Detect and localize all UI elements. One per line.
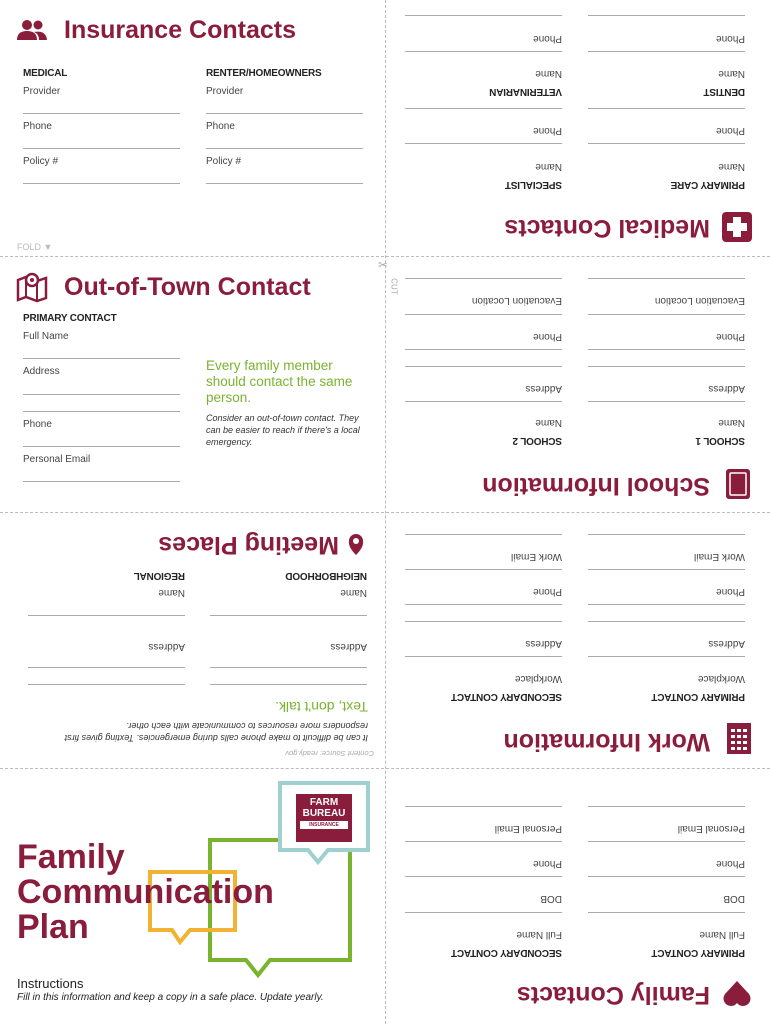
cover-panel	[0, 768, 385, 1024]
school2-phone-label: Phone	[533, 331, 562, 342]
primary-care-name-field[interactable]	[588, 143, 745, 144]
work2-workplace-label: Workplace	[514, 673, 562, 684]
family2-dob-field[interactable]	[405, 876, 562, 877]
family1-heading: PRIMARY CONTACT	[651, 947, 745, 958]
school-information-title: School Information	[482, 472, 710, 500]
work2-phone-field[interactable]	[405, 569, 562, 570]
work1-phone-label: Phone	[716, 586, 745, 597]
neighborhood-address-field[interactable]	[210, 684, 367, 685]
work1-workplace-field[interactable]	[588, 656, 745, 657]
address-field-2[interactable]	[23, 411, 180, 412]
work1-email-label: Work Email	[694, 551, 745, 562]
callout-note: Consider an out-of-town contact. They can be easier to reach if there's a local emergency.	[206, 413, 360, 447]
primary-care-phone-label: Phone	[716, 125, 745, 136]
veterinarian-name-field[interactable]	[405, 51, 562, 52]
neighborhood-name-label: Name	[340, 587, 367, 598]
school1-name-field[interactable]	[588, 401, 745, 402]
medical-contacts-panel	[385, 0, 770, 256]
renter-provider-field[interactable]	[206, 113, 363, 114]
farm-bureau-logo: FARM BUREAU INSURANCE	[296, 794, 352, 842]
family2-phone-label: Phone	[533, 858, 562, 869]
family2-fullname-label: Full Name	[516, 929, 562, 940]
primary-care-phone-field[interactable]	[588, 108, 745, 109]
family1-dob-field[interactable]	[588, 876, 745, 877]
work2-workplace-field[interactable]	[405, 656, 562, 657]
specialist-name-field[interactable]	[405, 143, 562, 144]
primary-care-name-label: Name	[718, 161, 745, 172]
veterinarian-phone-label: Phone	[533, 33, 562, 44]
location-pin-icon	[347, 532, 365, 556]
school1-address-field-2[interactable]	[588, 349, 745, 350]
work2-email-label: Work Email	[511, 551, 562, 562]
work1-phone-field[interactable]	[588, 569, 745, 570]
school2-evac-field[interactable]	[405, 278, 562, 279]
school2-address-field-2[interactable]	[405, 349, 562, 350]
school2-name-field[interactable]	[405, 401, 562, 402]
school1-phone-label: Phone	[716, 331, 745, 342]
callout-text: Every family member should contact the same person.	[206, 358, 353, 405]
school1-address-field[interactable]	[588, 366, 745, 367]
meeting-places-panel	[0, 512, 385, 768]
renter-phone-field[interactable]	[206, 148, 363, 149]
renter-policy-field[interactable]	[206, 183, 363, 184]
family2-dob-label: DOB	[540, 893, 562, 904]
dentist-name-label: Name	[718, 68, 745, 79]
specialist-name-label: Name	[535, 161, 562, 172]
renter-phone-label: Phone	[206, 121, 235, 132]
medical-policy-label: Policy #	[23, 156, 59, 167]
insurance-title: Insurance Contacts	[64, 16, 297, 44]
primary-contact-heading: PRIMARY CONTACT	[23, 313, 117, 324]
work2-address-label: Address	[525, 638, 562, 649]
out-of-town-title: Out-of-Town Contact	[64, 273, 311, 301]
neighborhood-name-field[interactable]	[210, 615, 367, 616]
family-contacts-panel	[385, 768, 770, 1024]
regional-heading: REGIONAL	[133, 570, 185, 581]
work2-phone-label: Phone	[533, 586, 562, 597]
school2-address-field[interactable]	[405, 366, 562, 367]
insurance-panel	[0, 0, 385, 256]
work2-address-field[interactable]	[405, 621, 562, 622]
family1-phone-label: Phone	[716, 858, 745, 869]
people-icon	[16, 18, 48, 42]
phone-label: Phone	[23, 419, 52, 430]
medical-heading: MEDICAL	[23, 68, 68, 79]
family-contacts-title: Family Contacts	[516, 981, 710, 1009]
email-field[interactable]	[23, 481, 180, 482]
work2-address-field-2[interactable]	[405, 604, 562, 605]
veterinarian-name-label: Name	[535, 68, 562, 79]
school2-phone-field[interactable]	[405, 314, 562, 315]
regional-name-field[interactable]	[28, 615, 185, 616]
school2-name-label: Name	[535, 417, 562, 428]
school2-evac-label: Evacuation Location	[471, 295, 562, 306]
neighborhood-heading: NEIGHBORHOOD	[285, 570, 367, 581]
school1-heading: SCHOOL 1	[695, 435, 745, 446]
work1-heading: PRIMARY CONTACT	[651, 691, 745, 702]
full-name-label: Full Name	[23, 331, 69, 342]
family1-email-field[interactable]	[588, 806, 745, 807]
work1-address-field-2[interactable]	[588, 604, 745, 605]
work-information-panel	[385, 512, 770, 768]
text-tip-body: It can be difficult to make phone calls during emergencies. Texting gives first responders more resources to communicate with each other.	[64, 721, 368, 743]
map-icon	[16, 272, 48, 302]
family2-email-field[interactable]	[405, 806, 562, 807]
family1-fullname-label: Full Name	[699, 929, 745, 940]
renter-heading: RENTER/HOMEOWNERS	[206, 68, 322, 79]
dentist-name-field[interactable]	[588, 51, 745, 52]
family2-fullname-field[interactable]	[405, 912, 562, 913]
school1-name-label: Name	[718, 417, 745, 428]
renter-provider-label: Provider	[206, 86, 244, 97]
specialist-phone-label: Phone	[533, 125, 562, 136]
work1-workplace-label: Workplace	[697, 673, 745, 684]
renter-policy-label: Policy #	[206, 156, 242, 167]
school-information-panel	[385, 256, 770, 512]
instructions-text: Fill in this information and keep a copy in a safe place. Update yearly.	[17, 992, 324, 1003]
building-icon	[726, 722, 752, 756]
address-label: Address	[23, 366, 60, 377]
medical-cross-icon	[722, 212, 752, 242]
family1-phone-field[interactable]	[588, 841, 745, 842]
family2-email-label: Personal Email	[494, 823, 562, 834]
work1-address-label: Address	[708, 638, 745, 649]
text-tip-heading: Text, don't talk.	[275, 699, 368, 715]
work2-heading: SECONDARY CONTACT	[451, 691, 562, 702]
specialist-heading: SPECIALIST	[505, 179, 562, 190]
school2-address-label: Address	[525, 383, 562, 394]
family1-email-label: Personal Email	[677, 823, 745, 834]
email-label: Personal Email	[23, 454, 91, 465]
heart-icon	[722, 980, 752, 1008]
school1-evac-field[interactable]	[588, 278, 745, 279]
specialist-phone-field[interactable]	[405, 108, 562, 109]
cut-label: CUT	[389, 278, 399, 295]
work2-email-field[interactable]	[405, 534, 562, 535]
work1-email-field[interactable]	[588, 534, 745, 535]
book-icon	[724, 468, 752, 500]
work1-address-field[interactable]	[588, 621, 745, 622]
primary-care-heading: PRIMARY CARE	[670, 179, 745, 190]
out-of-town-panel	[0, 256, 399, 512]
full-name-field[interactable]	[23, 358, 180, 359]
phone-field[interactable]	[23, 446, 180, 447]
medical-provider-field[interactable]	[23, 113, 180, 114]
medical-policy-field[interactable]	[23, 183, 180, 184]
work-information-title: Work Information	[503, 728, 710, 756]
regional-address-field-2[interactable]	[28, 667, 185, 668]
scissors-icon: ✂	[378, 258, 389, 272]
veterinarian-heading: VETERINARIAN	[489, 86, 562, 97]
neighborhood-address-label: Address	[330, 641, 367, 652]
dentist-phone-label: Phone	[716, 33, 745, 44]
regional-name-label: Name	[158, 587, 185, 598]
school1-address-label: Address	[708, 383, 745, 394]
content-source: Content Source: ready.gov	[285, 749, 374, 758]
medical-phone-label: Phone	[23, 121, 52, 132]
regional-address-label: Address	[148, 641, 185, 652]
dentist-heading: DENTIST	[703, 86, 745, 97]
veterinarian-phone-field[interactable]	[405, 15, 562, 16]
school1-evac-label: Evacuation Location	[654, 295, 745, 306]
school2-heading: SCHOOL 2	[512, 435, 562, 446]
family1-dob-label: DOB	[723, 893, 745, 904]
meeting-places-title: Meeting Places	[158, 531, 339, 559]
family2-heading: SECONDARY CONTACT	[451, 947, 562, 958]
family2-phone-field[interactable]	[405, 841, 562, 842]
cover-title: Family Communication Plan	[17, 838, 274, 946]
instructions-heading: Instructions	[17, 976, 84, 991]
medical-contacts-title: Medical Contacts	[504, 214, 710, 242]
dentist-phone-field[interactable]	[588, 15, 745, 16]
medical-phone-field[interactable]	[23, 148, 180, 149]
regional-address-field[interactable]	[28, 684, 185, 685]
address-field[interactable]	[23, 394, 180, 395]
school1-phone-field[interactable]	[588, 314, 745, 315]
medical-provider-label: Provider	[23, 86, 61, 97]
family1-fullname-field[interactable]	[588, 912, 745, 913]
neighborhood-address-field-2[interactable]	[210, 667, 367, 668]
fold-label: FOLD ▼	[17, 242, 53, 252]
fold-arrow-icon: ▼	[43, 242, 53, 252]
